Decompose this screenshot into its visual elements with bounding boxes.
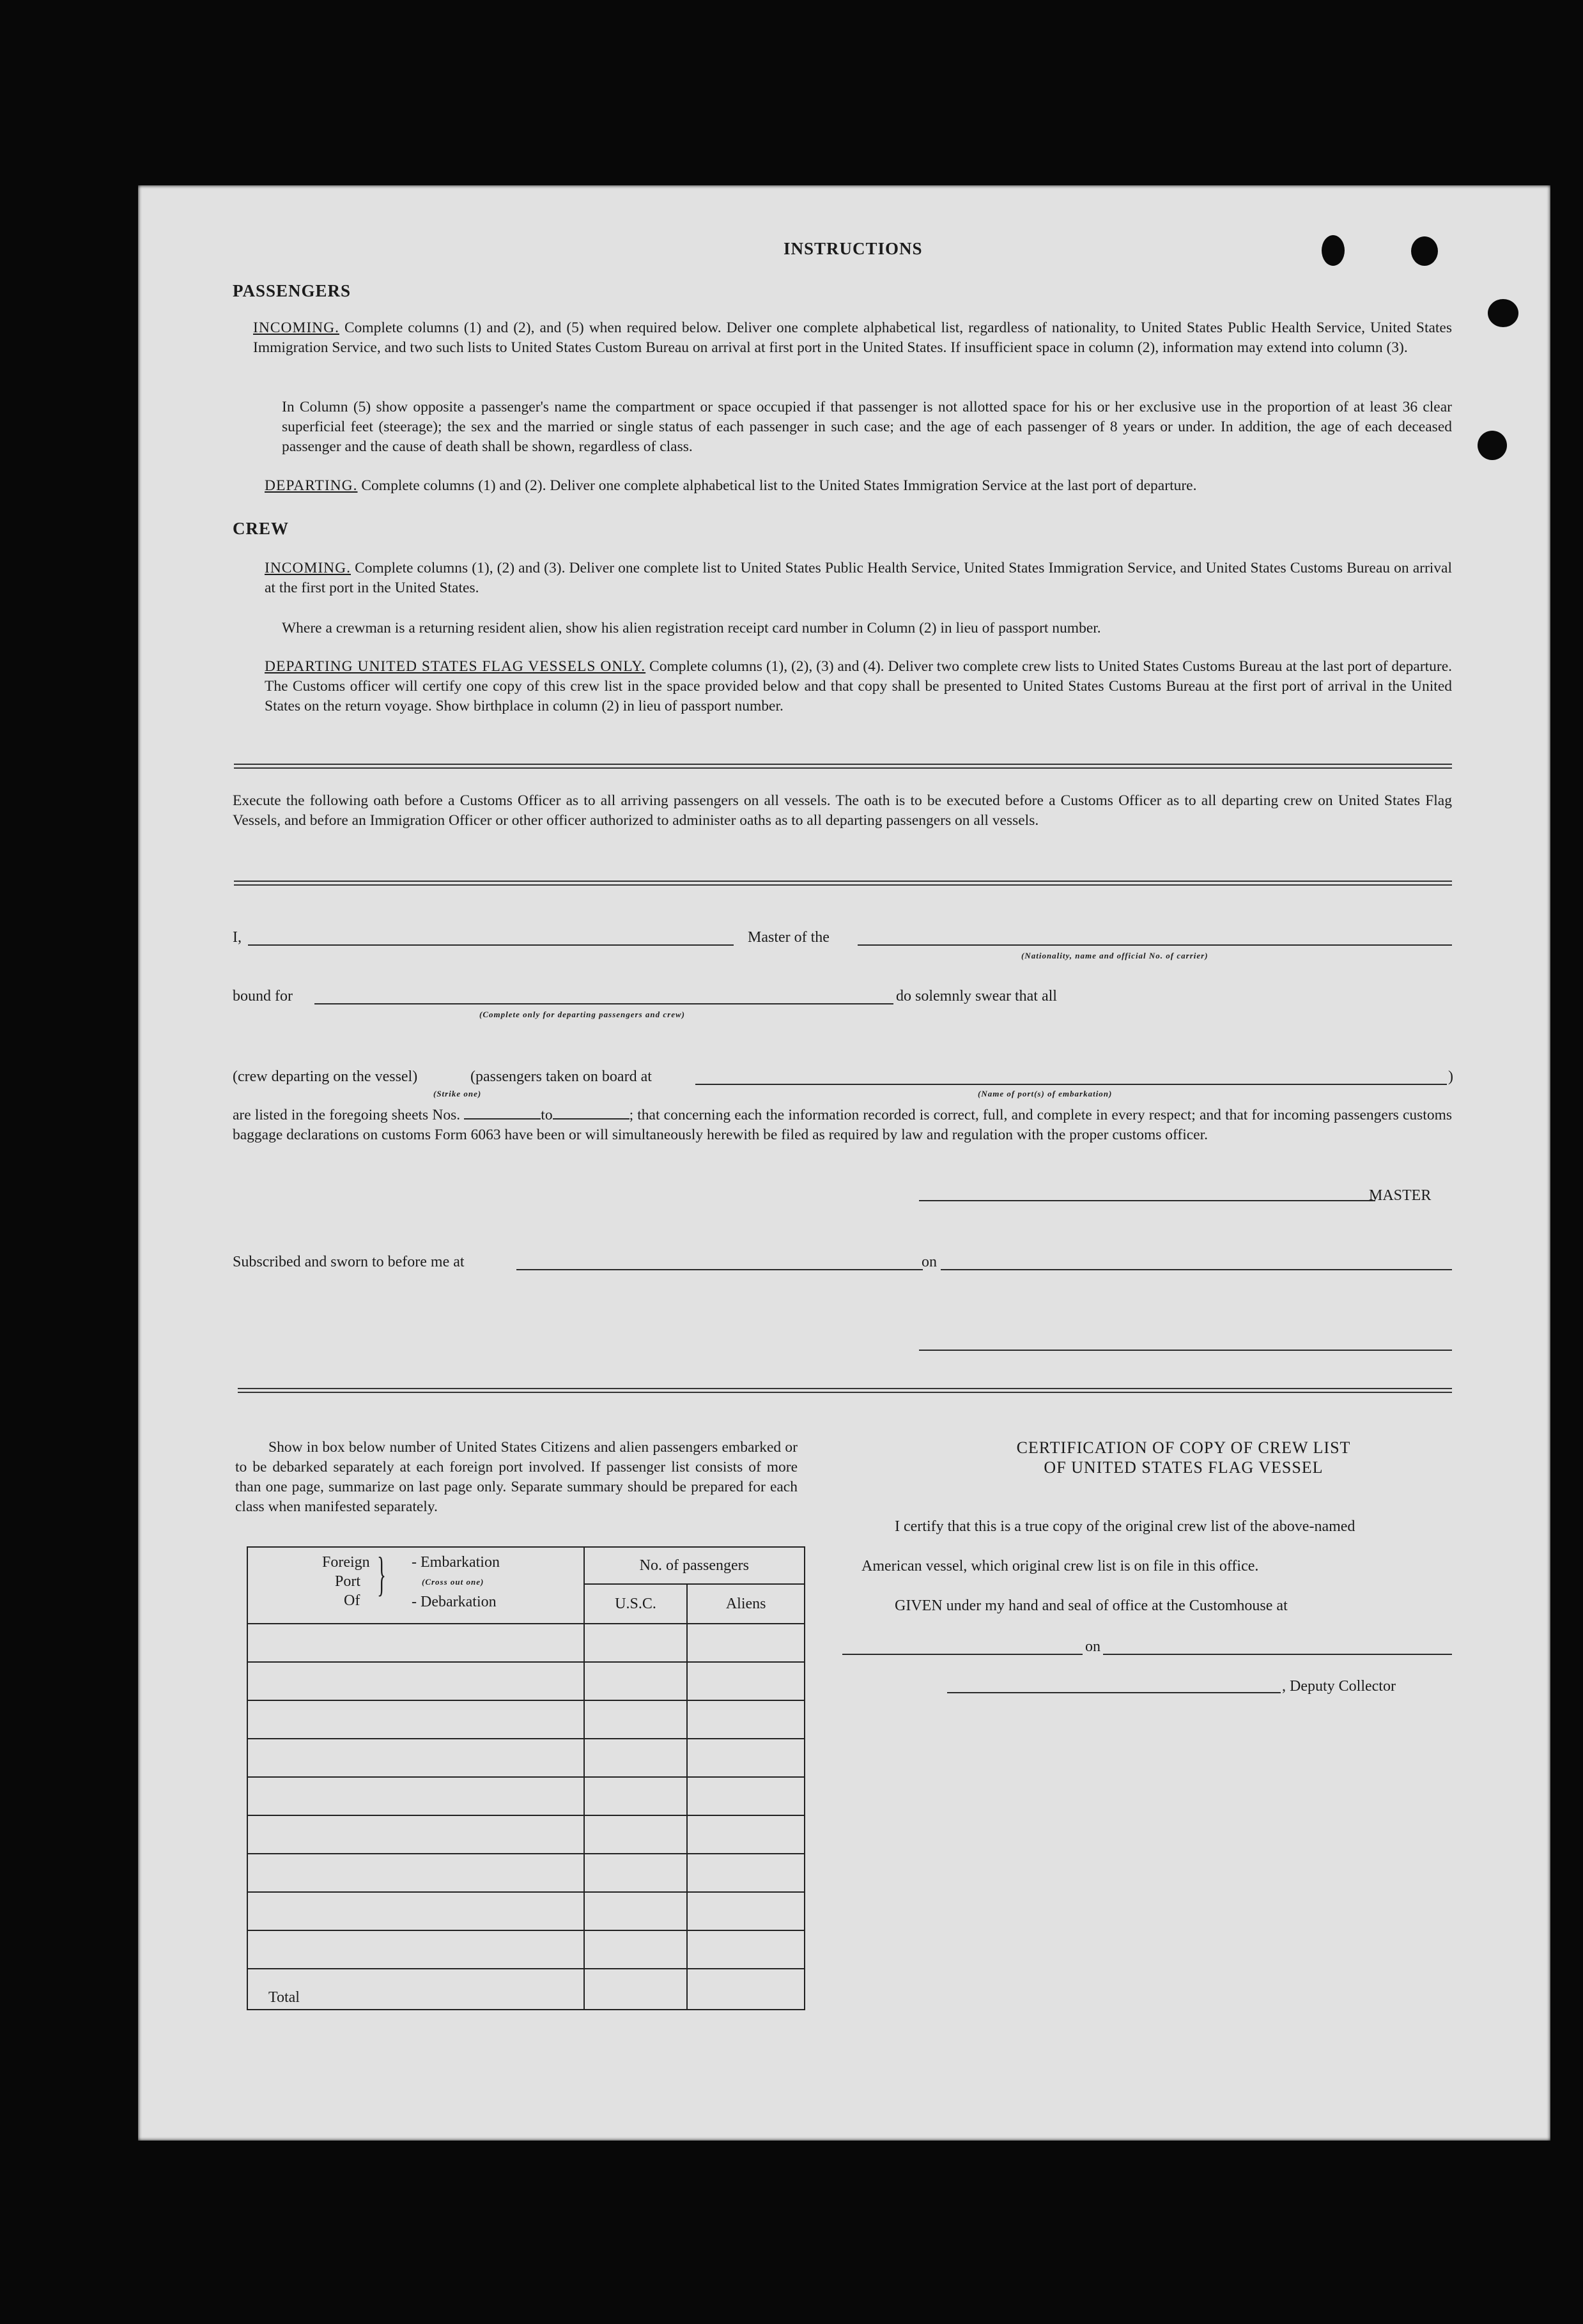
deputy-signature-field[interactable] [947, 1692, 1281, 1693]
swear-text: do solemnly swear that all [896, 988, 1057, 1004]
usc-header: U.S.C. [584, 1584, 688, 1624]
punch-hole-1 [1322, 235, 1345, 266]
passengers-heading: PASSENGERS [233, 281, 351, 300]
port-cell[interactable] [247, 1854, 584, 1892]
col-foreign-label: Foreign [322, 1554, 370, 1571]
usc-cell[interactable] [584, 1662, 688, 1700]
i-label: I, [233, 929, 242, 946]
punch-hole-4 [1478, 431, 1507, 460]
crew-departing-paragraph [265, 657, 1452, 716]
table-row [247, 1662, 805, 1700]
certification-title-line1: CERTIFICATION OF COPY OF CREW LIST [1016, 1438, 1351, 1457]
sheets-from-field[interactable] [464, 1118, 541, 1120]
departing-hint: (Complete only for departing passengers and crew) [479, 1010, 685, 1019]
passengers-departing-text: Complete columns (1) and (2). Deliver one complete alphabetical list to the United States Immigration Service at the last port of departure. [361, 477, 1197, 494]
strike-one-hint: (Strike one) [433, 1089, 482, 1098]
certification-date-field[interactable] [1103, 1654, 1452, 1655]
form-page [138, 185, 1550, 2141]
certification-title [915, 1438, 1452, 1477]
divider-3 [238, 1388, 1452, 1393]
port-cell[interactable] [247, 1930, 584, 1969]
aliens-cell[interactable] [687, 1739, 805, 1777]
aliens-cell[interactable] [687, 1930, 805, 1969]
usc-cell[interactable] [584, 1892, 688, 1930]
subscribed-label: Subscribed and sworn to before me at [233, 1254, 465, 1270]
total-label-cell [247, 1969, 584, 2010]
subscribed-on-label: on [922, 1254, 937, 1270]
bound-for-label: bound for [233, 988, 293, 1004]
passenger-summary-table [247, 1546, 805, 2010]
usc-cell[interactable] [584, 1815, 688, 1854]
total-label: Total [268, 1989, 300, 2006]
aliens-cell[interactable] [687, 1700, 805, 1739]
divider-2 [234, 881, 1452, 886]
carrier-hint: (Nationality, name and official No. of carrier) [1021, 951, 1208, 960]
aliens-header: Aliens [687, 1584, 805, 1624]
table-row [247, 1854, 805, 1892]
table-row [247, 1892, 805, 1930]
sheets-to-field[interactable] [553, 1118, 629, 1120]
master-of-label: Master of the [748, 929, 830, 946]
table-row [247, 1624, 805, 1662]
oath-intro: Execute the following oath before a Customs Officer as to all arriving passengers on all vessels. The oath is to be executed before a Customs Officer as to all departing crew on United States Flag Vessels, and before an Immigration Officer or other officer authorized to administer oaths as to all departing passengers on all vessels. [233, 792, 1452, 829]
sheets-to-label: to [541, 1107, 553, 1123]
officer-signature-field[interactable] [919, 1350, 1452, 1351]
master-label: MASTER [1369, 1187, 1432, 1204]
deputy-collector-label: , Deputy Collector [1282, 1678, 1396, 1695]
bound-for-field[interactable] [314, 1003, 893, 1004]
close-paren: ) [1448, 1068, 1453, 1085]
total-usc-cell[interactable] [584, 1969, 688, 2010]
port-cell[interactable] [247, 1624, 584, 1662]
certification-line1: I certify that this is a true copy of the original crew list of the above-named [895, 1518, 1355, 1535]
aliens-cell[interactable] [687, 1892, 805, 1930]
table-row [247, 1739, 805, 1777]
crew-incoming-text: Complete columns (1), (2) and (3). Deliver one complete list to United States Public Health Service, United States Immigration Service, and United States Customs Bureau on arrival at the first port in the United States. [265, 560, 1453, 596]
passengers-incoming-text: Complete columns (1) and (2), and (5) when required below. Deliver one complete alphabetical list, regardless of nationality, to United States Public Health Service, United States Immigration Service, and two such lists to United States Custom Bureau on arrival at first port in the United States. If insufficient space in column (2), information may extend into column (3). [253, 319, 1453, 356]
aliens-cell[interactable] [687, 1815, 805, 1854]
brace-glyph: { [377, 1546, 386, 1601]
divider-1 [234, 764, 1452, 769]
aliens-cell[interactable] [687, 1624, 805, 1662]
port-cell[interactable] [247, 1700, 584, 1739]
instructions-title: INSTRUCTIONS [784, 239, 923, 258]
usc-cell[interactable] [584, 1700, 688, 1739]
aliens-cell[interactable] [687, 1662, 805, 1700]
passengers-incoming-paragraph [253, 318, 1452, 358]
port-cell[interactable] [247, 1662, 584, 1700]
sheets-paragraph [233, 1105, 1452, 1145]
punch-hole-3 [1488, 299, 1518, 327]
crew-incoming-paragraph [265, 558, 1452, 598]
sheets-suffix: ; that concerning each the information recorded is correct, full, and complete in every respect; and [629, 1107, 1221, 1123]
usc-cell[interactable] [584, 1930, 688, 1969]
sheets-rest: that for incoming passengers customs baggage declarations on customs Form 6063 have been or will simultaneously herewith be filed as required by law and regulation with the proper customs officer. [233, 1107, 1452, 1143]
punch-hole-2 [1411, 236, 1438, 266]
port-cell[interactable] [247, 1777, 584, 1815]
subscribed-place-field[interactable] [516, 1269, 923, 1270]
crew-departing-label: (crew departing on the vessel) [233, 1068, 418, 1085]
table-row [247, 1930, 805, 1969]
sheets-prefix: are listed in the foregoing sheets Nos. [233, 1107, 461, 1123]
summary-instructions: Show in box below number of United States Citizens and alien passengers embarked or to be debarked separately at each foreign port involved. If passenger list consists of more than one page, summarize on last page only. Separate summary should be prepared for each class when manifested separately. [235, 1439, 798, 1515]
aliens-cell[interactable] [687, 1777, 805, 1815]
no-passengers-header: No. of passengers [584, 1547, 805, 1584]
usc-cell[interactable] [584, 1739, 688, 1777]
crew-incoming-lead: INCOMING. [265, 560, 351, 576]
foreign-port-header [247, 1547, 584, 1624]
carrier-field[interactable] [858, 944, 1452, 946]
crew-alien-paragraph: Where a crewman is a returning resident alien, show his alien registration receipt card number in Column (2) in lieu of passport number. [282, 620, 1101, 636]
certification-title-line2: OF UNITED STATES FLAG VESSEL [1044, 1458, 1324, 1477]
port-cell[interactable] [247, 1815, 584, 1854]
passengers-column5-paragraph: In Column (5) show opposite a passenger's name the compartment or space occupied if that passenger is not allotted space for his or her exclusive use in the proportion of at least 36 clear superficial feet (steerage); the sex and the married or single status of each passenger in such case; and the age of each passenger of 8 years or under. In addition, the age of each deceased passenger and the cause of death shall be shown, regardless of class. [282, 399, 1452, 455]
certification-line3: GIVEN under my hand and seal of office at the Customhouse at [895, 1597, 1288, 1614]
certification-on-label: on [1085, 1638, 1100, 1655]
cross-out-hint: (Cross out one) [422, 1577, 484, 1587]
col-of-label: Of [344, 1592, 360, 1609]
table-row [247, 1777, 805, 1815]
subscribed-date-field[interactable] [941, 1269, 1452, 1270]
passengers-taken-label: (passengers taken on board at [470, 1068, 652, 1085]
ports-hint: (Name of port(s) of embarkation) [978, 1089, 1113, 1098]
debarkation-label: - Debarkation [412, 1594, 497, 1610]
embarkation-label: - Embarkation [412, 1554, 500, 1571]
total-aliens-cell[interactable] [687, 1969, 805, 2010]
total-row [247, 1969, 805, 2010]
passengers-departing-lead: DEPARTING. [265, 477, 358, 494]
table-row [247, 1700, 805, 1739]
crew-departing-text: Complete columns (1), (2), (3) and (4). Deliver two complete crew lists to United States Customs Bureau at the last port of departure. The Customs officer will certify one copy of this crew list in the space provided below and that copy shall be presented to United States Customs Bureau at the first port of arrival in the United States on the return voyage. Show birthplace in column (2) in lieu of passport number. [265, 658, 1452, 714]
certification-line2: American vessel, which original crew list is on file in this office. [861, 1558, 1259, 1574]
embarkation-ports-field[interactable] [695, 1084, 1447, 1085]
table-row [247, 1815, 805, 1854]
master-signature-field[interactable] [919, 1200, 1375, 1201]
port-cell[interactable] [247, 1892, 584, 1930]
customhouse-field[interactable] [842, 1654, 1083, 1655]
passengers-departing-paragraph [265, 476, 1452, 496]
crew-departing-lead: DEPARTING UNITED STATES FLAG VESSELS ONLY. [265, 658, 646, 675]
usc-cell[interactable] [584, 1777, 688, 1815]
master-name-field[interactable] [248, 944, 734, 946]
usc-cell[interactable] [584, 1854, 688, 1892]
passengers-incoming-lead: INCOMING. [253, 319, 339, 336]
usc-cell[interactable] [584, 1624, 688, 1662]
aliens-cell[interactable] [687, 1854, 805, 1892]
port-cell[interactable] [247, 1739, 584, 1777]
col-port-label: Port [335, 1573, 361, 1590]
crew-heading: CREW [233, 519, 290, 538]
